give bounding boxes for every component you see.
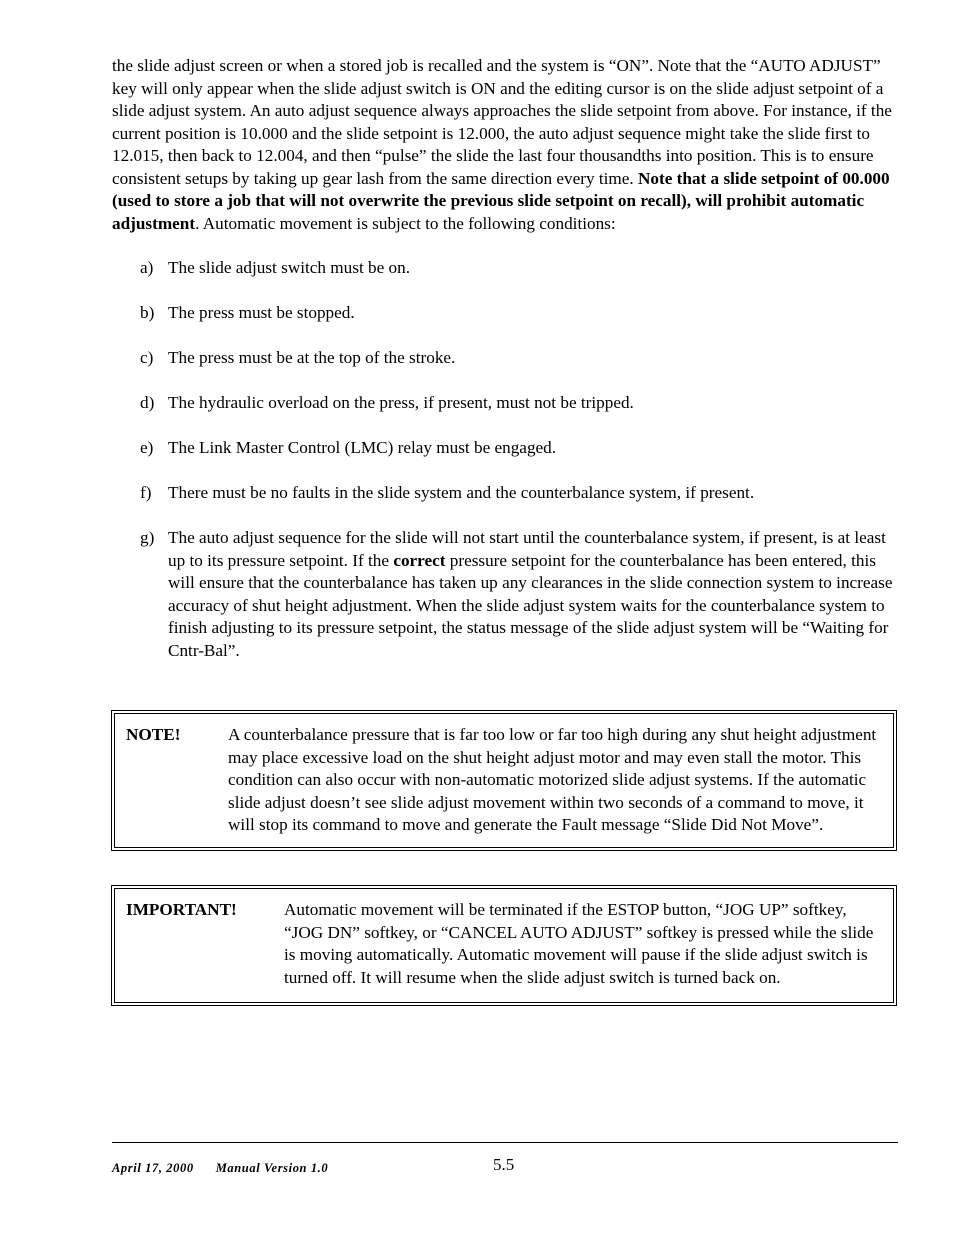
note-box-inner <box>114 713 894 848</box>
note-box <box>111 710 897 851</box>
footer-rule <box>112 1142 898 1143</box>
important-text: Automatic movement will be terminated if the ESTOP button, “JOG UP” softkey, “JOG DN” softkey, or “CANCEL AUTO ADJUST” softkey is pressed while the slide is moving automatically. Automatic movement will pause if the slide adjust switch is turned off. It will resume when the slide adjust switch is turned back on. <box>284 900 874 987</box>
important-label: IMPORTANT! <box>126 900 237 919</box>
note-text: A counterbalance pressure that is far too low or far too high during any shut height adjustment may place excessive load on the shut height adjust motor and may even stall the motor. This condition can also occur with non-automatic motorized slide adjust systems. If the automatic slide adjust doesn’t see slide adjust movement within two seconds of a command to move, it will stop its command to move and generate the Fault message “Slide Did Not Move”. <box>228 725 877 834</box>
list-marker: c) <box>140 348 154 367</box>
important-box-inner <box>114 888 894 1003</box>
list-marker: b) <box>140 303 155 322</box>
list-text: The Link Master Control (LMC) relay must be engaged. <box>168 438 557 457</box>
list-item <box>112 347 898 370</box>
intro-paragraph <box>112 55 898 235</box>
intro-text-2: . Automatic movement is subject to the following conditions: <box>195 213 616 233</box>
intro-bold-note: Note that a slide setpoint of 00.000 (used to store a job that will not overwrite the previous slide setpoint on recall), will prohibit automatic adjustment <box>112 168 890 233</box>
page-number: 5.5 <box>493 1155 515 1174</box>
note-label: NOTE! <box>126 725 181 744</box>
list-item <box>112 527 898 662</box>
list-text: There must be no faults in the slide system and the counterbalance system, if present. <box>168 483 755 502</box>
list-item <box>112 302 898 325</box>
list-marker: f) <box>140 483 152 502</box>
footer-version: Manual Version 1.0 <box>215 1161 329 1175</box>
page-body <box>112 55 898 685</box>
list-marker: g) <box>140 528 155 547</box>
condition-g-bold: correct <box>393 550 446 570</box>
footer-info <box>112 1160 328 1176</box>
list-item <box>112 482 898 505</box>
footer-date: April 17, 2000 <box>112 1161 194 1175</box>
condition-g-text-1: The auto adjust sequence for the slide will not start until the counterbalance system, if present, is at least up to its pressure setpoint. If the <box>168 528 886 570</box>
list-item <box>112 437 898 460</box>
condition-g-text-2: pressure setpoint for the counterbalance has been entered, this will ensure that the counterbalance has taken up any clearances in the slide connection system to increase accuracy of shut height adjustment. When the slide adjust system waits for the counterbalance system to finish adjusting to its pressure setpoint, the status message of the slide adjust system will be “Waiting for Cntr-Bal”. <box>168 550 893 660</box>
list-text <box>168 527 898 662</box>
intro-text-1: the slide adjust screen or when a stored job is recalled and the system is “ON”. Note that the “AUTO ADJUST” key will only appear when the slide adjust switch is ON and the editing cursor is on the slide adjust setpoint of a slide adjust system. An auto adjust sequence always approaches the slide setpoint from above. For instance, if the current position is 10.000 and the slide setpoint is 12.000, the auto adjust sequence might take the slide first to 12.015, then back to 12.004, and then “pulse” the slide the last four thousandths into position. This is to ensure consistent setups by taking up gear lash from the same direction every time. <box>112 56 892 188</box>
list-text: The press must be at the top of the stroke. <box>168 348 456 367</box>
list-text: The slide adjust switch must be on. <box>168 258 411 277</box>
list-marker: a) <box>140 258 154 277</box>
important-box <box>111 885 897 1006</box>
list-marker: d) <box>140 393 155 412</box>
list-item <box>112 257 898 280</box>
list-text: The press must be stopped. <box>168 303 355 322</box>
list-text: The hydraulic overload on the press, if present, must not be tripped. <box>168 393 634 412</box>
list-item <box>112 392 898 415</box>
conditions-list <box>112 257 898 662</box>
list-marker: e) <box>140 438 154 457</box>
